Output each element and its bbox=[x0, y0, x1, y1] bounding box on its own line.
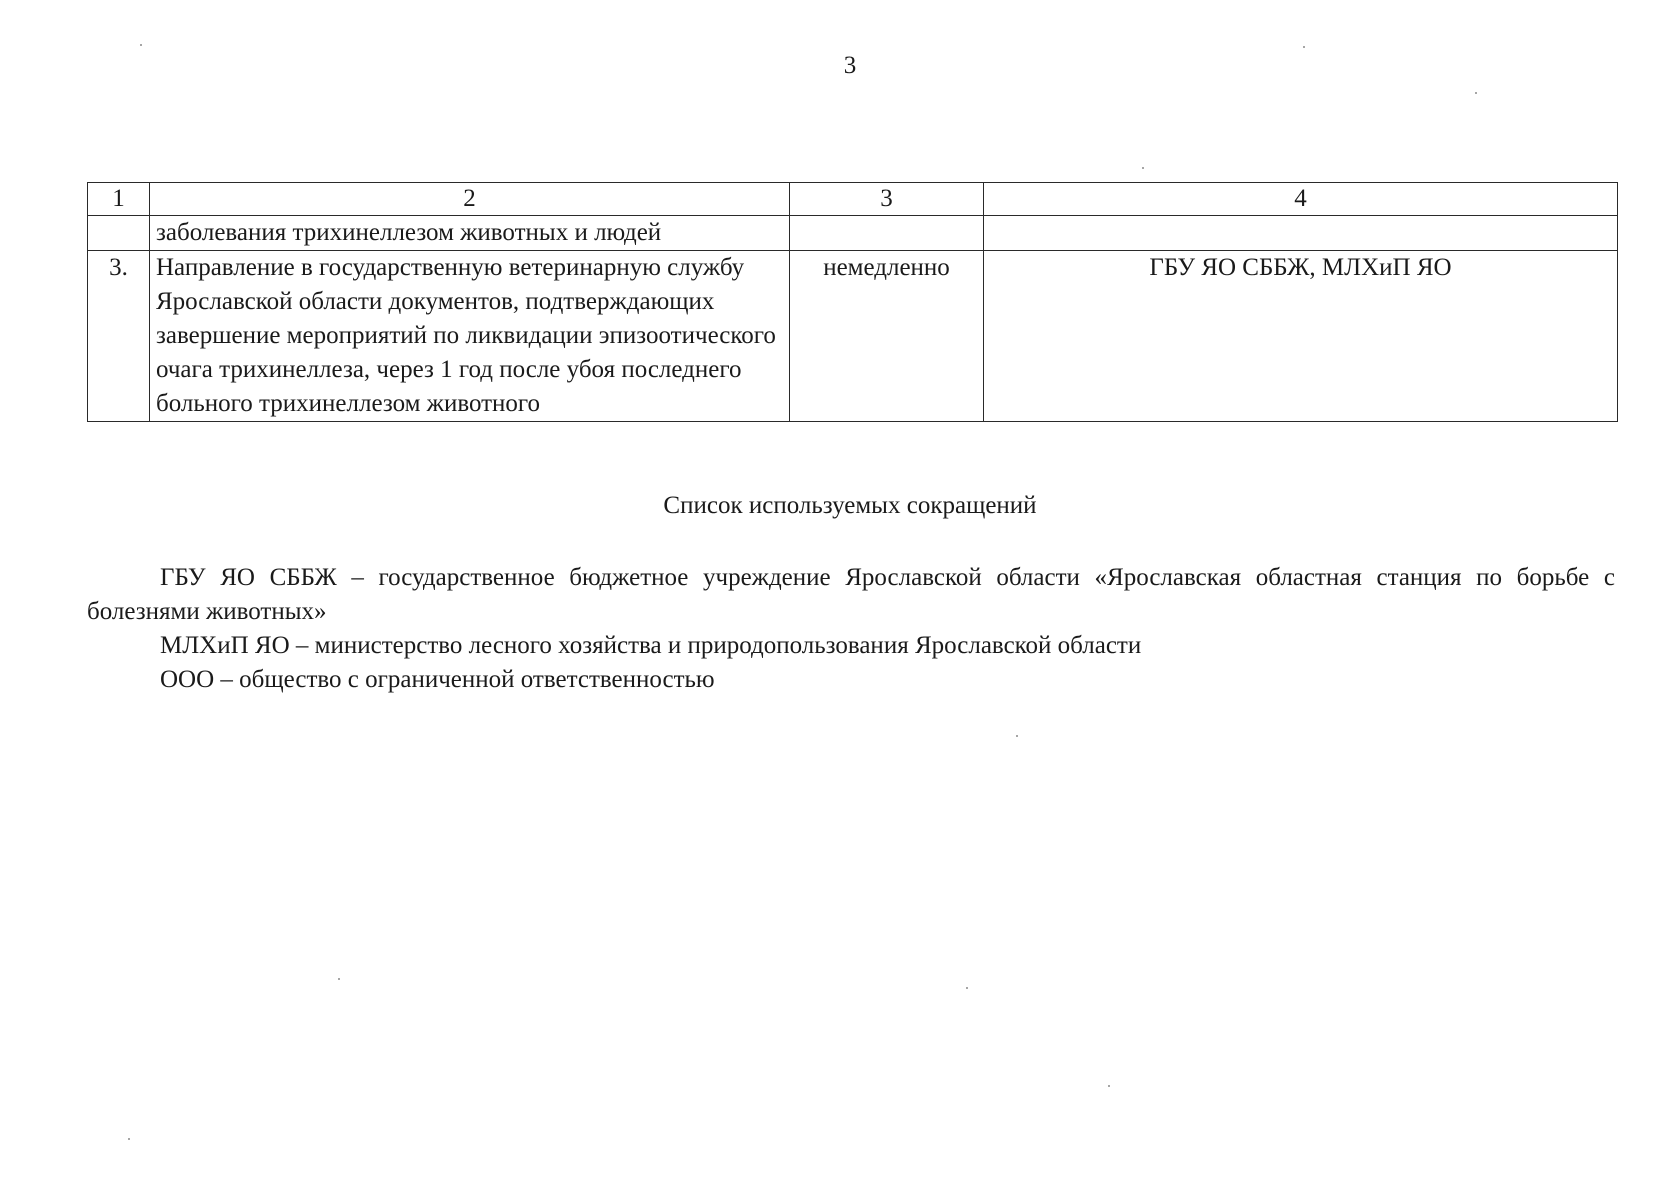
scan-speck bbox=[1475, 92, 1477, 94]
responsible-cell: ГБУ ЯО СББЖ, МЛХиП ЯО bbox=[984, 251, 1618, 422]
term-cell: немедленно bbox=[790, 251, 984, 422]
column-number-4: 4 bbox=[984, 183, 1618, 216]
column-number-1: 1 bbox=[88, 183, 150, 216]
abbreviation-text: МЛХиП ЯО – министерство лесного хозяйства и природопользования Ярославской области bbox=[160, 632, 1142, 659]
table-row bbox=[88, 251, 1618, 422]
scan-speck bbox=[140, 44, 142, 46]
scan-speck bbox=[1108, 1085, 1110, 1087]
abbreviation-item bbox=[87, 663, 1615, 697]
row-number-cell: 3. bbox=[88, 251, 150, 422]
abbreviation-item bbox=[87, 629, 1615, 663]
abbreviation-text: ГБУ ЯО СББЖ – государственное бюджетное учреждение Ярославской области «Ярославская областная станция по борьбе с болезнями животных» bbox=[87, 564, 1615, 625]
scan-speck bbox=[128, 1138, 130, 1140]
action-cell: заболевания трихинеллезом животных и людей bbox=[150, 216, 790, 251]
row-number-cell bbox=[88, 216, 150, 251]
column-number-3: 3 bbox=[790, 183, 984, 216]
term-cell bbox=[790, 216, 984, 251]
scan-speck bbox=[1303, 46, 1305, 48]
page-number: 3 bbox=[843, 52, 857, 79]
abbreviation-item bbox=[87, 561, 1615, 629]
responsible-cell bbox=[984, 216, 1618, 251]
scan-speck bbox=[966, 987, 968, 989]
scan-speck bbox=[1016, 735, 1018, 737]
action-cell: Направление в государственную ветеринарную службу Ярославской области документов, подтверждающих завершение мероприятий по ликвидации эпизоотического очага трихинеллеза, через 1 год после убоя последнего больного трихинеллезом животного bbox=[150, 251, 790, 422]
abbreviations-title: Список используемых сокращений bbox=[663, 492, 1037, 519]
column-number-2: 2 bbox=[150, 183, 790, 216]
table-row bbox=[88, 216, 1618, 251]
scan-speck bbox=[338, 978, 340, 980]
scan-speck bbox=[1142, 167, 1144, 169]
table-header-row bbox=[88, 183, 1618, 216]
abbreviation-text: ООО – общество с ограниченной ответственностью bbox=[160, 666, 715, 693]
measures-table bbox=[87, 182, 1618, 422]
